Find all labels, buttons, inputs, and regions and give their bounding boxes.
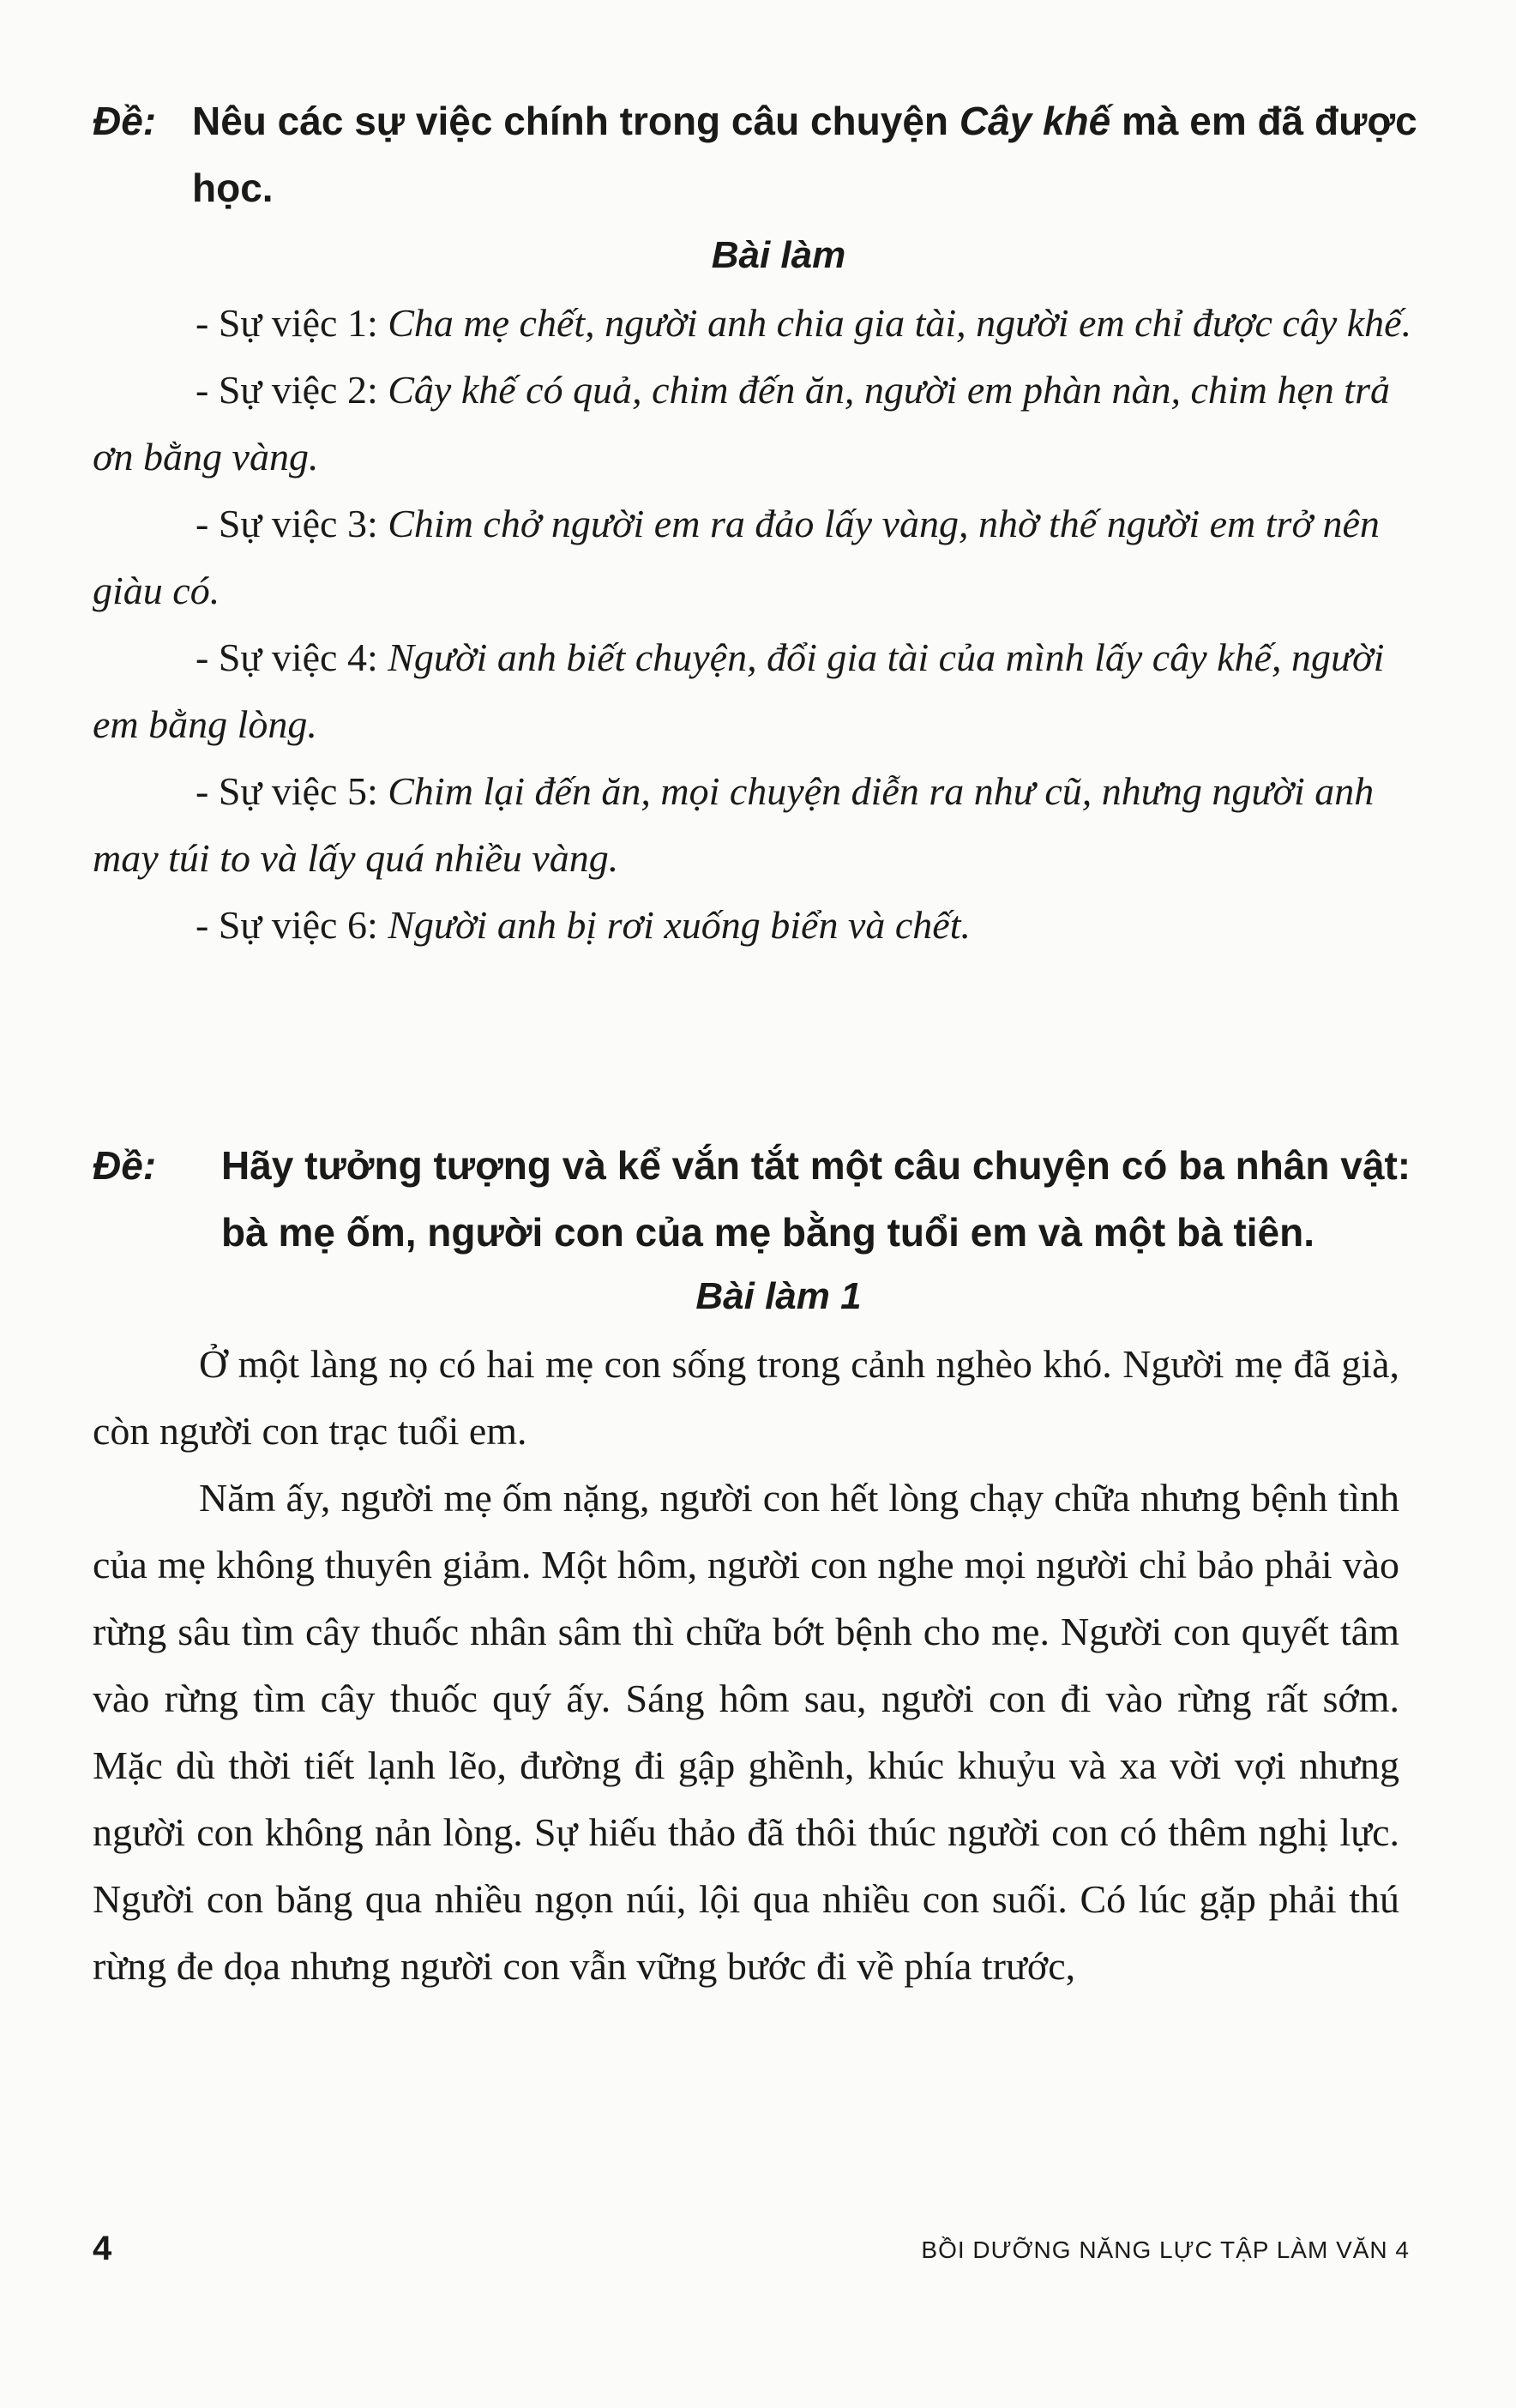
event-prefix: - Sự việc 3:	[196, 502, 388, 545]
event-prefix: - Sự việc 2:	[196, 368, 388, 412]
page-number: 4	[93, 2230, 112, 2267]
prompt-after: mà em đã được học.	[192, 99, 1417, 210]
event-prefix: - Sự việc 6:	[196, 903, 388, 947]
event-item	[93, 290, 1430, 357]
event-text: Chim lại đến ăn, mọi chuyện diễn ra như cũ, nhưng người anh may túi to và lấy quá nhiều vàng.	[93, 769, 1375, 880]
exercise-1-prompt	[93, 87, 1430, 221]
event-item	[93, 892, 1430, 959]
story-paragraph: Ở một làng nọ có hai mẹ con sống trong cảnh nghèo khó. Người mẹ đã già, còn người con trạc tuổi em.	[93, 1342, 1399, 1453]
bai-lam-heading: Bài làm	[711, 234, 846, 276]
event-text: Cây khế có quả, chim đến ăn, người em phàn nàn, chim hẹn trả ơn bằng vàng.	[93, 368, 1390, 479]
event-text: Người anh bị rơi xuống biển và chết.	[388, 903, 971, 947]
event-text: Cha mẹ chết, người anh chia gia tài, người em chỉ được cây khế.	[388, 301, 1412, 345]
event-text: Chim chở người em ra đảo lấy vàng, nhờ thế người em trở nên giàu có.	[93, 502, 1380, 612]
event-prefix: - Sự việc 5:	[196, 769, 388, 813]
story-paragraph: Năm ấy, người mẹ ốm nặng, người con hết lòng chạy chữa nhưng bệnh tình của mẹ không thuyên giảm. Một hôm, người con nghe mọi người chỉ bảo phải vào rừng sâu tìm cây thuốc nhân sâm thì chữa bớt bệnh cho mẹ. Người con quyết tâm vào rừng tìm cây thuốc quý ấy. Sáng hôm sau, người con đi vào rừng rất sớm. Mặc dù thời tiết lạnh lẽo, đường đi gập ghềnh, khúc khuỷu và xa vời vợi nhưng người con không nản lòng. Sự hiếu thảo đã thôi thúc người con có thêm nghị lực. Người con băng qua nhiều ngọn núi, lội qua nhiều con suối. Có lúc gặp phải thú rừng đe dọa nhưng người con vẫn vững bước đi về phía trước,	[93, 1476, 1399, 1988]
event-prefix: - Sự việc 4:	[196, 635, 388, 679]
de-label: Đề:	[93, 1143, 157, 1188]
prompt-before: Nêu các sự việc chính trong câu chuyện	[192, 99, 960, 143]
event-item	[93, 357, 1430, 491]
de-label: Đề:	[93, 99, 157, 143]
exercise-1	[93, 87, 1430, 959]
page-footer	[93, 2230, 1410, 2281]
event-text: Người anh biết chuyện, đổi gia tài của mình lấy cây khế, người em bằng lòng.	[93, 635, 1385, 746]
prompt-text	[192, 87, 1418, 221]
event-item	[93, 758, 1430, 892]
event-list	[93, 290, 1430, 959]
event-prefix: - Sự việc 1:	[196, 301, 388, 345]
exercise-2-prompt	[93, 1132, 1430, 1266]
book-title: BỒI DƯỠNG NĂNG LỰC TẬP LÀM VĂN 4	[921, 2236, 1410, 2263]
event-item	[93, 624, 1430, 758]
exercise-2	[93, 1132, 1430, 2000]
bai-lam-heading: Bài làm 1	[695, 1275, 862, 1317]
event-item	[93, 491, 1430, 624]
prompt-text: Hãy tưởng tượng và kể vắn tắt một câu chuyện có ba nhân vật: bà mẹ ốm, người con của mẹ bằng tuổi em và một bà tiên.	[221, 1143, 1411, 1255]
story-title: Cây khế	[959, 99, 1111, 143]
